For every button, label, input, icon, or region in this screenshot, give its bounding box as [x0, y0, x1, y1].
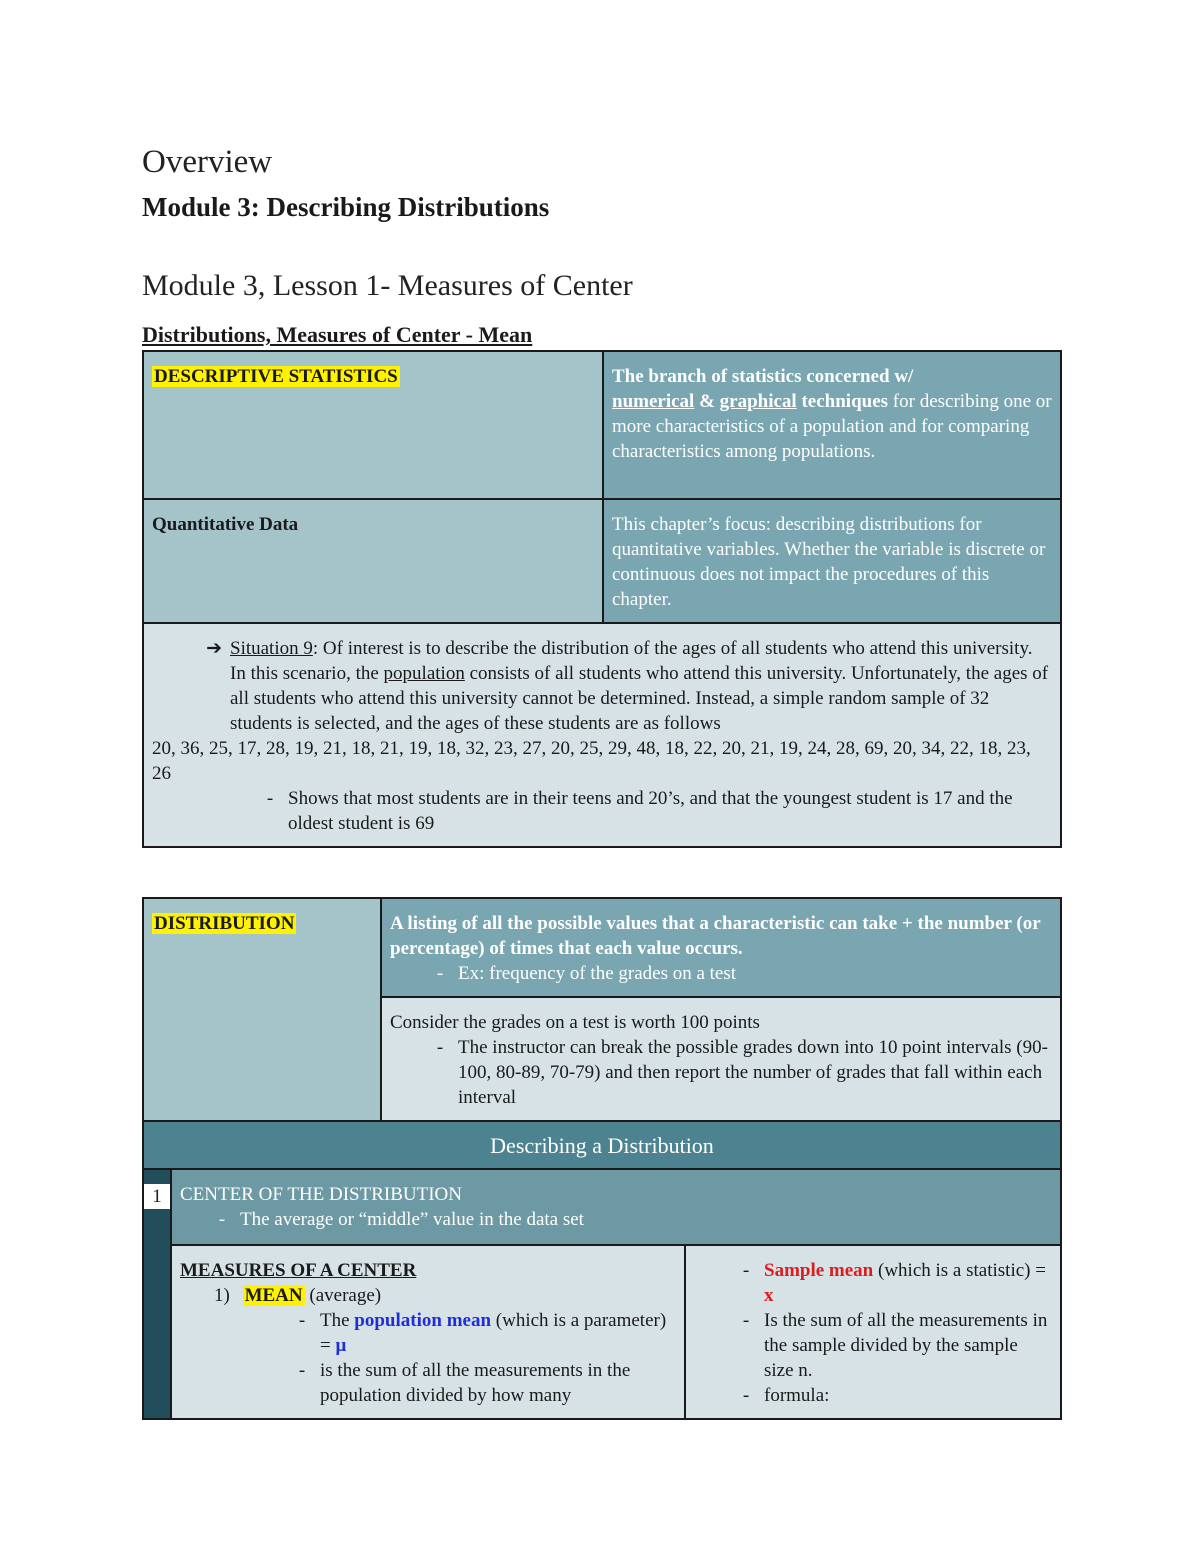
quantitative-data-definition: This chapter’s focus: describing distributions for quantitative variables. Whether the variable is discrete or continuous does not impact the procedures of this chapter.: [612, 514, 1046, 610]
table-row: [143, 1245, 1061, 1419]
techniques-term: techniques: [801, 391, 889, 412]
dash-bullet: -: [436, 1037, 444, 1058]
term-cell: [143, 898, 381, 1121]
distribution-table: [142, 897, 1062, 1420]
formula-bullet: [694, 1383, 1052, 1408]
section-number: 1: [144, 1184, 170, 1209]
situation-text-a: : Of interest is to describe the distribution of the ages of all students who attend this university. In this scenario, the: [230, 638, 1033, 684]
number-stripe: [143, 1169, 171, 1419]
situation-note: [152, 786, 1052, 836]
mu-symbol: μ: [335, 1335, 347, 1356]
arrow-icon: ➔: [206, 638, 222, 659]
table-row: [143, 1121, 1061, 1169]
population-term: population: [383, 663, 465, 684]
example-text: Ex: frequency of the grades on a test: [458, 963, 737, 984]
pop-mean-post: (which is a parameter) =: [320, 1310, 667, 1356]
lesson-title: Module 3, Lesson 1- Measures of Center: [142, 269, 633, 302]
table-row: [143, 351, 1061, 499]
center-bullet-text: The average or “middle” value in the data set: [240, 1209, 584, 1230]
graphical-term: graphical: [719, 391, 797, 412]
ages-list: 20, 36, 25, 17, 28, 19, 21, 18, 21, 19, 18, 32, 23, 27, 20, 25, 29, 48, 18, 22, 20, 21, 19, 24, 28, 69, 20, 34, 22, 18, 23, 26: [152, 738, 1031, 784]
quantitative-data-term: Quantitative Data: [152, 514, 299, 535]
pop-mean-bullet: [180, 1308, 676, 1358]
dash-bullet: -: [742, 1310, 750, 1331]
pop-mean-def-bullet: [180, 1358, 676, 1408]
formula-label: formula:: [764, 1385, 830, 1406]
situation-note-text: Shows that most students are in their teens and 20’s, and that the youngest student is 17 and the oldest student is 69: [288, 788, 1013, 834]
measures-title: MEASURES OF A CENTER: [180, 1260, 417, 1281]
pop-mean-label: population mean: [354, 1310, 492, 1331]
example-bullet: [390, 961, 1052, 986]
ampersand: &: [699, 391, 715, 412]
definition-cell: [603, 499, 1061, 623]
table-row: [143, 1169, 1061, 1245]
definition-cell: [381, 898, 1061, 997]
consider-cell: [381, 997, 1061, 1121]
overview-heading: Overview: [142, 144, 273, 180]
x-symbol: x: [764, 1285, 774, 1306]
dash-bullet: -: [298, 1360, 306, 1381]
center-title: CENTER OF THE DISTRIBUTION: [180, 1184, 463, 1205]
term-cell: [143, 499, 603, 623]
mean-item: [180, 1283, 676, 1308]
table-row: [143, 623, 1061, 847]
pop-mean-def: is the sum of all the measurements in the population divided by how many: [320, 1360, 631, 1406]
section-header: [143, 1121, 1061, 1169]
term-highlight: DESCRIPTIVE STATISTICS: [154, 366, 398, 387]
numerical-term: numerical: [612, 391, 695, 412]
dash-bullet: -: [742, 1385, 750, 1406]
consider-text: Consider the grades on a test is worth 100 points: [390, 1012, 760, 1033]
definition-rest: for describing one or more characteristics of a population and for comparing characteristics among populations.: [612, 391, 1052, 462]
distribution-term: DISTRIBUTION: [154, 913, 295, 934]
distribution-definition: A listing of all the possible values that a characteristic can take + the number (or percentage) of times that each value occurs.: [390, 913, 1041, 959]
sample-mean-cell: [685, 1245, 1061, 1419]
sample-mean-post: (which is a statistic) =: [878, 1260, 1046, 1281]
descriptive-statistics-table: [142, 350, 1062, 848]
definition-cell: [603, 351, 1061, 499]
situation-label: Situation 9: [230, 638, 313, 659]
sample-mean-def: Is the sum of all the measurements in the sample divided by the sample size n.: [764, 1310, 1048, 1381]
situation-paragraph: [152, 636, 1052, 736]
pop-mean-pre: The: [320, 1310, 350, 1331]
dash-bullet: -: [742, 1260, 750, 1281]
term-cell: [143, 351, 603, 499]
definition-bold-text: The branch of statistics concerned w/: [612, 366, 914, 387]
consider-bullet: [390, 1035, 1052, 1110]
sample-mean-def-bullet: [694, 1308, 1052, 1383]
measures-cell: [171, 1245, 685, 1419]
mean-label: MEAN: [244, 1285, 303, 1306]
center-bullet: [180, 1207, 1052, 1232]
mean-rest: (average): [309, 1285, 382, 1306]
dash-bullet: -: [436, 963, 444, 984]
center-cell: [171, 1169, 1061, 1245]
mean-number: 1): [214, 1285, 230, 1306]
module-title: Module 3: Describing Distributions: [142, 192, 550, 222]
sample-mean-bullet: [694, 1258, 1052, 1308]
table-row: [143, 499, 1061, 623]
dash-bullet: -: [218, 1209, 226, 1230]
table-row: [143, 898, 1061, 997]
dash-bullet: -: [266, 788, 274, 809]
section-title: Distributions, Measures of Center - Mean: [142, 322, 533, 347]
consider-bullet-text: The instructor can break the possible grades down into 10 point intervals (90-100, 80-89, 70-79) and then report the number of grades that fall within each interval: [458, 1037, 1048, 1108]
dash-bullet: -: [298, 1310, 306, 1331]
situation-text-b: consists of all students who attend this university. Unfortunately, the ages of all students who attend this university cannot be determined. Instead, a simple random sample of 32 students is selected, and the ages of these students are as follows: [230, 663, 1049, 734]
describing-distribution-header: Describing a Distribution: [490, 1132, 714, 1158]
sample-mean-label: Sample mean: [764, 1260, 874, 1281]
situation-cell: [143, 623, 1061, 847]
